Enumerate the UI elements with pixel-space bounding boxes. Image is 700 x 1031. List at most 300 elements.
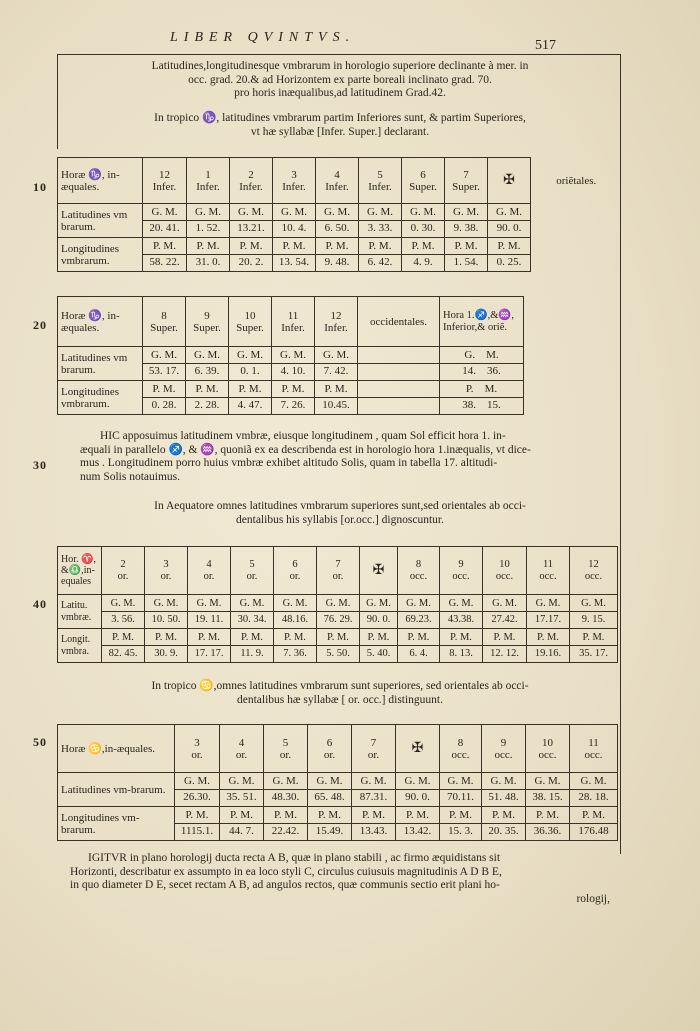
unit: P. M. [274,630,316,646]
unit: G. M. [187,205,229,221]
hour-cell [187,158,230,204]
value: 48.30. [271,791,300,803]
data-cell [445,204,488,238]
hour-side: occ. [451,748,470,761]
hour-side: occ. [584,570,603,582]
value: 36. [487,365,501,377]
unit: G. M. [359,205,401,221]
hour-number: 8 [161,309,167,322]
unit: G. M. [527,596,569,612]
unit: G. M. [145,596,187,612]
value: 7. 42. [323,365,349,377]
row-head-hours: Horæ ♋,in-æquales. [58,725,175,773]
caption-aequator [62,500,618,527]
data-cell [186,347,229,381]
paragraph-line: mus . Longitudinem porro huius vmbræ exhibet altitudo Solis, quam in tabella 17. altitudi- [80,457,498,469]
row-label-latitude: Latitu. vmbræ. [58,595,102,629]
value: 7. 36. [283,648,307,659]
hour-number: 8 [457,736,464,749]
unit: P. M. [482,808,525,824]
unit: G. M. [264,774,307,790]
line-number: 20 [33,318,47,332]
caption-line: In Aequatore omnes latitudines vmbrarum superiores sunt,sed orientales ab occi- [154,500,526,512]
unit: P. M. [273,239,315,255]
unit: G. M. [440,596,482,612]
table-aequator [57,546,618,663]
unit: P. M. [317,630,359,646]
hour-number: 12 [330,309,342,322]
value: 7. 26. [280,399,306,411]
unit: P. M. [145,630,187,646]
data-cell [175,807,220,841]
row-head-hours: Hor. ♈, &♎,in-equales [58,547,102,595]
value: 20. 2. [238,256,264,268]
value: 43.38. [447,614,475,625]
unit: P. M. [398,630,439,646]
side-cell [440,347,524,381]
value: 27.42. [491,614,518,625]
value: 176.48 [578,825,609,837]
line-number: 10 [33,180,47,194]
hour-side: Infer. [325,180,349,193]
side-head: Hora 1.♐,&♒, Inferior,& oriẽ. [440,297,524,347]
hour-number: 5 [249,558,255,570]
unit: G. M. [317,596,359,612]
unit: M. [484,383,498,395]
unit: P. [465,383,474,395]
heading-line: Latitudines,longitudinesque vmbrarum in horologio superiore declinante à mer. in [151,60,529,72]
data-cell [526,807,570,841]
hour-cell [352,725,396,773]
hour-side: occ. [539,570,557,582]
hour-side: occ. [584,748,603,761]
caption-capricorn [62,112,618,139]
value: 38. [462,399,476,411]
value: 4. 47. [237,399,263,411]
data-cell [308,773,352,807]
unit: P. M. [272,382,314,398]
unit: G. M. [570,596,617,612]
value: 38. 15. [532,791,563,803]
data-cell [316,204,359,238]
hour-cell [445,158,488,204]
data-cell [396,807,440,841]
unit: P. M. [352,808,395,824]
value: 13.21. [237,222,265,234]
line-number: 50 [33,735,47,749]
hour-cell [482,725,526,773]
row-label-longitude: Longit. vmbra. [58,629,102,663]
value: 13. 54. [278,256,310,268]
table-capricorn-second [57,296,622,415]
hour-cell [317,547,360,595]
unit: G. M. [526,774,569,790]
unit: P. M. [186,382,228,398]
hour-side: Infer. [239,180,263,193]
hour-side: Infer. [152,180,177,193]
value: 5. 50. [326,648,350,659]
hour-number: 10 [542,736,553,749]
data-cell [231,629,274,663]
value: 9. 38. [453,222,479,234]
data-cell [315,347,358,381]
value: 53. 17. [148,365,180,377]
hour-cell [308,725,352,773]
value: 6. 42. [367,256,393,268]
hour-cell [102,547,145,595]
hour-cell [220,725,264,773]
hour-side: occ. [409,570,428,582]
oriental-head: oriẽtales. [531,158,622,204]
data-cell [398,595,440,629]
hour-number: 8 [415,558,422,570]
data-cell [230,204,273,238]
hour-cell [526,725,570,773]
hour-number: 3 [291,168,297,181]
unit: P. M. [445,239,487,255]
unit: G. M. [229,348,271,364]
table-capricorn-first [57,157,622,272]
hour-cell [483,547,527,595]
hour-side: Infer. [324,321,348,334]
heading-line: occ. grad. 20.& ad Horizontem ex parte boreali inclinato grad. 70. [188,73,492,86]
hour-number: 10 [244,309,256,322]
hour-number: 4 [238,736,245,749]
hour-number: 11 [588,736,599,749]
data-cell [440,629,483,663]
empty-cell [531,238,622,272]
empty-cell [524,381,622,415]
hour-cell [143,297,186,347]
caption-cancer [62,680,618,707]
unit: G. M. [398,596,439,612]
unit: P. M. [440,630,482,646]
empty-cell [358,347,440,381]
data-cell [570,595,618,629]
data-cell [186,381,229,415]
hour-cell [440,547,483,595]
caption-line: In tropico ♋,omnes latitudines vmbrarum sunt superiores, sed orientales ab occi- [151,680,529,692]
unit: P. M. [229,382,271,398]
data-cell [482,807,526,841]
value: 6. 4. [409,648,428,659]
hour-number: 6 [292,558,298,570]
data-cell [143,204,187,238]
hour-side: or. [289,570,301,582]
unit: P. M. [316,239,358,255]
unit: P. M. [315,382,357,398]
hour-cell [359,158,402,204]
hour-cell [272,297,315,347]
hour-number: 2 [248,168,254,181]
hour-side: or. [203,570,215,582]
hour-cell [264,725,308,773]
value: 70.11. [446,791,475,803]
hour-side: or. [246,570,258,582]
unit: G. M. [143,205,186,221]
data-cell [359,204,402,238]
value: 48.16. [281,614,309,625]
unit: G. [464,349,476,361]
hour-number: 10 [499,558,510,570]
hour-number: 12 [159,168,170,181]
value: 10.45. [322,399,350,411]
hour-cell [440,725,482,773]
row-label-latitude: Latitudines vm-brarum. [58,773,175,807]
data-cell [352,807,396,841]
value: 30. 9. [154,648,178,659]
hour-side: occ. [495,570,514,582]
unit: P. M. [264,808,307,824]
data-cell [483,595,527,629]
unit: P. M. [527,630,569,646]
hour-side: Super. [193,321,221,334]
value: 31. 0. [195,256,221,268]
data-cell [570,629,618,663]
unit: P. M. [488,239,530,255]
data-cell [396,773,440,807]
value: 20. 41. [149,222,180,234]
caption-line: dentalibus his syllabis [or.occ.] dignoscuntur. [236,513,444,526]
hour-number: 5 [377,168,383,181]
value: 90. 0. [496,222,522,234]
hour-cell [230,158,273,204]
data-cell [188,595,231,629]
hour-side: occ. [452,570,470,582]
value: 10. 50. [151,614,181,625]
data-cell [317,595,360,629]
data-cell [264,807,308,841]
hour-side: Super. [409,180,437,193]
data-cell [402,204,445,238]
unit: G. M. [272,348,314,364]
value: 15. [487,399,501,411]
caption-line: In tropico ♑, latitudines vmbrarum partim Inferiores sunt, & partim Superiores, [154,112,526,124]
hour-side: or. [279,748,292,761]
unit: G. M. [352,774,395,790]
data-cell [359,238,402,272]
hour-number: 12 [588,558,599,570]
unit: P. M. [188,630,230,646]
noon-cross-cell [488,158,531,204]
data-cell [352,773,396,807]
data-cell [272,347,315,381]
hour-cell [143,158,187,204]
paragraph-line: num Solis notauimus. [80,470,180,483]
hour-cell [570,725,618,773]
table-cancer [57,724,618,841]
unit: G. M. [102,596,144,612]
data-cell [143,347,186,381]
value: 13.43. [359,825,388,837]
data-cell [188,629,231,663]
data-cell [488,204,531,238]
cross-icon: ✠ [372,562,385,578]
value: 0. 25. [496,256,522,268]
data-cell [526,773,570,807]
page-number: 517 [535,38,556,53]
data-cell [272,381,315,415]
paragraph-line: æquali in parallelo ♐, & ♒, quoniã ex ea describenda est in horologio hora 1.inæqualis, vt dice- [80,443,531,456]
row-label-longitude: Longitudines vmbrarum. [58,381,143,415]
paragraph-line: IGITVR in plano horologij ducta recta A B, quæ in plano stabili , ac firmo æquidistans sit [88,852,501,864]
paragraph-line: rologij, [576,892,610,905]
hour-number: 3 [163,558,169,570]
value: 20. 35. [488,825,519,837]
hour-side: or. [323,748,336,761]
value: 3. 33. [367,222,393,234]
unit: P. M. [526,808,569,824]
unit: G. M. [188,596,230,612]
data-cell [231,595,274,629]
value: 9. 15. [581,614,606,625]
hour-number: 9 [458,558,464,570]
data-cell [264,773,308,807]
running-head: LIBER QVINTVS. [170,30,356,45]
value: 14. [462,365,476,377]
noon-cross-cell [360,547,398,595]
unit: P. M. [359,239,401,255]
unit: G. M. [143,348,185,364]
unit: G. M. [231,596,273,612]
value: 26.30. [183,791,211,803]
data-cell [143,238,187,272]
hour-cell [274,547,317,595]
paragraph-hic [80,430,615,484]
unit: G. M. [402,205,444,221]
value: 44. 7. [229,825,254,837]
value: 19. 11. [194,614,224,625]
value: 0. 1. [240,365,260,377]
value: 65. 48. [314,791,345,803]
data-cell [440,807,482,841]
caption-line: dentalibus hæ syllabæ [ or. occ.] distinguunt. [236,693,444,706]
unit: P. M. [231,630,273,646]
hour-number: 9 [204,309,210,322]
unit: P. M. [143,239,186,255]
hour-cell [229,297,272,347]
frame-top-rule [57,54,621,55]
line-number: 30 [33,458,47,472]
data-cell [102,595,145,629]
value: 51. 48. [488,791,519,803]
row-head-hours: Horæ ♑, in-æquales. [58,297,143,347]
data-cell [187,238,230,272]
value: 0. 30. [410,222,436,234]
data-cell [220,773,264,807]
paragraph-line: in quo diameter D E, secet rectam A B, ad angulos rectos, quæ communis sectio erit plani ho- [70,879,500,891]
hour-side: Super. [452,180,480,193]
value: 6. 50. [324,222,350,234]
value: 4. 10. [280,365,306,377]
unit: G. M. [440,774,481,790]
data-cell [483,629,527,663]
value: 22.42. [271,825,300,837]
hour-side: Infer. [281,321,305,334]
data-cell [175,773,220,807]
hour-number: 7 [463,168,469,181]
data-cell [273,238,316,272]
value: 1. 52. [195,222,221,234]
value: 8. 13. [449,648,473,659]
value: 10. 4. [281,222,307,234]
data-cell [274,595,317,629]
side-cell [440,381,524,415]
value: 15. 3. [448,825,473,837]
row-label-latitude: Latitudines vm brarum. [58,204,143,238]
row-label-longitude: Longitudines vmbrarum. [58,238,143,272]
hour-side: occ. [494,748,513,761]
value: 30. 34. [237,614,267,625]
unit: G. M. [396,774,439,790]
hour-side: Super. [150,321,178,334]
hour-cell [570,547,618,595]
unit: M. [486,349,499,361]
unit: G. M. [220,774,263,790]
noon-cross-cell [396,725,440,773]
data-cell [220,807,264,841]
value: 3. 56. [111,614,135,625]
heading-line: pro horis inæqualibus,ad latitudinem Grad.42. [234,87,446,99]
data-cell [308,807,352,841]
unit: G. M. [230,205,272,221]
data-cell [440,595,483,629]
hour-number: 1 [205,168,211,181]
row-head-hours: Horæ ♑, in-æquales. [58,158,143,204]
value: 0. 28. [151,399,177,411]
data-cell [229,347,272,381]
occidental-head: occidentales. [358,297,440,347]
data-cell [488,238,531,272]
unit: P. M. [483,630,526,646]
hour-cell [398,547,440,595]
data-cell [315,381,358,415]
value: 1. 54. [453,256,479,268]
value: 15.49. [315,825,344,837]
value: 12. 12. [490,648,519,659]
paragraph-line: HIC apposuimus latitudinem vmbræ, eiusque longitudinem , quam Sol efficit hora 1. in- [100,430,506,442]
value: 6. 39. [194,365,220,377]
hour-cell [231,547,274,595]
hour-cell [315,297,358,347]
value: 87.31. [359,791,388,803]
value: 90. 0. [366,614,391,625]
value: 90. 0. [405,791,430,803]
hour-number: 7 [370,736,377,749]
value: 9. 48. [324,256,350,268]
data-cell [360,595,398,629]
unit: G. M. [308,774,351,790]
data-cell [398,629,440,663]
unit: G. M. [186,348,228,364]
unit: P. M. [402,239,444,255]
empty-cell [524,297,622,347]
value: 11. 9. [240,648,264,659]
row-label-latitude: Latitudines vm brarum. [58,347,143,381]
hour-cell [175,725,220,773]
unit: P. M. [220,808,263,824]
hour-number: 9 [500,736,507,749]
hour-side: or. [117,570,129,582]
hour-side: Infer. [368,180,392,193]
hour-number: 2 [120,558,126,570]
unit: G. M. [360,596,397,612]
unit: G. M. [570,774,617,790]
data-cell [187,204,230,238]
value: 35. 17. [579,648,608,659]
unit: P. M. [570,630,617,646]
hour-side: occ. [538,748,557,761]
